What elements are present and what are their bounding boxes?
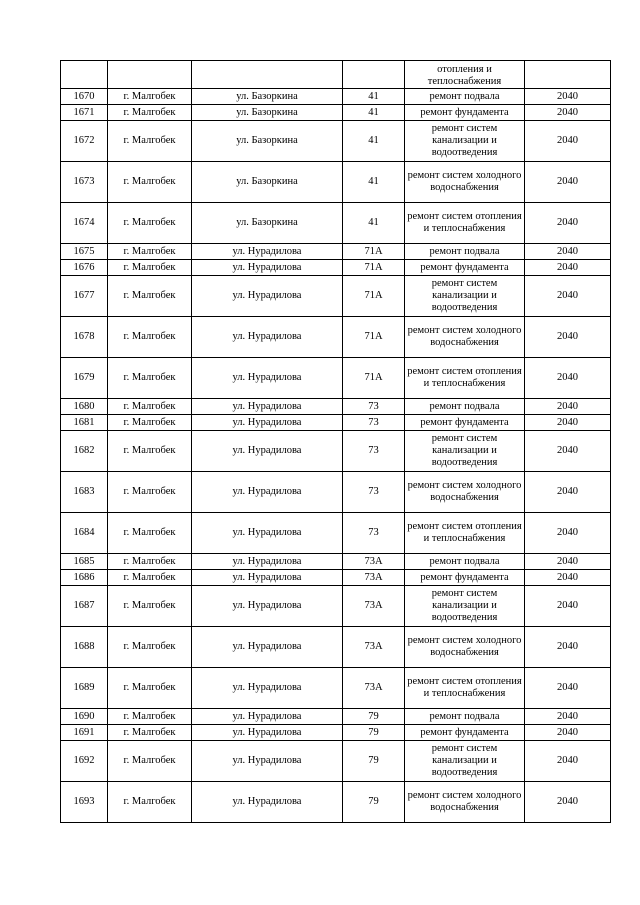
- cell-year: 2040: [525, 668, 611, 709]
- cell-service: ремонт систем холодного водоснабжения: [405, 782, 525, 823]
- cell-house: 73: [343, 415, 405, 431]
- cell-city: г. Малгобек: [108, 203, 192, 244]
- cell-street: ул. Нурадилова: [192, 260, 343, 276]
- cell-house: 71А: [343, 260, 405, 276]
- cell-city: г. Малгобек: [108, 570, 192, 586]
- cell-city: г. Малгобек: [108, 513, 192, 554]
- cell-service: ремонт фундамента: [405, 570, 525, 586]
- cell-year: 2040: [525, 725, 611, 741]
- cell-street: ул. Нурадилова: [192, 415, 343, 431]
- cell-num: 1687: [61, 586, 108, 627]
- cell-house: 73А: [343, 586, 405, 627]
- cell-house: 41: [343, 105, 405, 121]
- table-row: [61, 725, 611, 741]
- table-row: [61, 162, 611, 203]
- cell-street: ул. Нурадилова: [192, 276, 343, 317]
- cell-house: [343, 61, 405, 89]
- cell-num: 1688: [61, 627, 108, 668]
- cell-service: ремонт систем канализации и водоотведения: [405, 276, 525, 317]
- cell-num: 1690: [61, 709, 108, 725]
- cell-year: 2040: [525, 431, 611, 472]
- cell-num: 1673: [61, 162, 108, 203]
- cell-service: ремонт систем холодного водоснабжения: [405, 472, 525, 513]
- cell-street: ул. Нурадилова: [192, 725, 343, 741]
- cell-street: ул. Нурадилова: [192, 741, 343, 782]
- table-row-continuation: [61, 61, 611, 89]
- cell-city: г. Малгобек: [108, 554, 192, 570]
- cell-num: 1676: [61, 260, 108, 276]
- cell-street: ул. Нурадилова: [192, 358, 343, 399]
- cell-house: 73А: [343, 668, 405, 709]
- table-row: [61, 554, 611, 570]
- table-row: [61, 105, 611, 121]
- cell-city: г. Малгобек: [108, 415, 192, 431]
- cell-street: [192, 61, 343, 89]
- cell-city: г. Малгобек: [108, 105, 192, 121]
- cell-house: 41: [343, 121, 405, 162]
- table-row: [61, 570, 611, 586]
- table-row: [61, 586, 611, 627]
- cell-house: 71А: [343, 317, 405, 358]
- cell-year: 2040: [525, 415, 611, 431]
- cell-service: ремонт фундамента: [405, 725, 525, 741]
- table-row: [61, 89, 611, 105]
- cell-year: 2040: [525, 276, 611, 317]
- cell-city: г. Малгобек: [108, 276, 192, 317]
- cell-num: 1685: [61, 554, 108, 570]
- cell-year: 2040: [525, 105, 611, 121]
- cell-city: г. Малгобек: [108, 627, 192, 668]
- cell-house: 79: [343, 725, 405, 741]
- cell-city: г. Малгобек: [108, 782, 192, 823]
- table-row: [61, 276, 611, 317]
- cell-num: 1677: [61, 276, 108, 317]
- table-body: [61, 61, 611, 823]
- cell-service: ремонт систем отопления и теплоснабжения: [405, 513, 525, 554]
- cell-house: 71А: [343, 244, 405, 260]
- cell-service: ремонт систем канализации и водоотведения: [405, 121, 525, 162]
- cell-service: ремонт подвала: [405, 554, 525, 570]
- table-row: [61, 260, 611, 276]
- cell-year: 2040: [525, 472, 611, 513]
- cell-city: г. Малгобек: [108, 741, 192, 782]
- cell-city: г. Малгобек: [108, 399, 192, 415]
- cell-service: ремонт подвала: [405, 399, 525, 415]
- cell-service: ремонт фундамента: [405, 415, 525, 431]
- cell-city: г. Малгобек: [108, 121, 192, 162]
- cell-street: ул. Нурадилова: [192, 554, 343, 570]
- cell-service: ремонт фундамента: [405, 105, 525, 121]
- cell-service: ремонт систем холодного водоснабжения: [405, 627, 525, 668]
- cell-num: 1679: [61, 358, 108, 399]
- cell-house: 73А: [343, 570, 405, 586]
- cell-num: 1681: [61, 415, 108, 431]
- cell-num: 1683: [61, 472, 108, 513]
- cell-service: ремонт фундамента: [405, 260, 525, 276]
- cell-house: 73: [343, 513, 405, 554]
- cell-num: 1684: [61, 513, 108, 554]
- cell-house: 41: [343, 89, 405, 105]
- cell-num: 1686: [61, 570, 108, 586]
- cell-house: 79: [343, 709, 405, 725]
- cell-service: отопления и теплоснабжения: [405, 61, 525, 89]
- cell-service: ремонт систем отопления и теплоснабжения: [405, 203, 525, 244]
- cell-year: 2040: [525, 203, 611, 244]
- cell-num: 1693: [61, 782, 108, 823]
- cell-num: 1671: [61, 105, 108, 121]
- cell-num: 1680: [61, 399, 108, 415]
- cell-city: г. Малгобек: [108, 586, 192, 627]
- cell-house: 41: [343, 203, 405, 244]
- cell-year: 2040: [525, 162, 611, 203]
- table-row: [61, 415, 611, 431]
- cell-house: 41: [343, 162, 405, 203]
- cell-street: ул. Нурадилова: [192, 586, 343, 627]
- cell-house: 73А: [343, 627, 405, 668]
- cell-service: ремонт систем холодного водоснабжения: [405, 162, 525, 203]
- table-row: [61, 627, 611, 668]
- table-row: [61, 317, 611, 358]
- cell-house: 71А: [343, 358, 405, 399]
- cell-street: ул. Нурадилова: [192, 317, 343, 358]
- cell-street: ул. Нурадилова: [192, 513, 343, 554]
- cell-year: 2040: [525, 317, 611, 358]
- repair-schedule-table: [60, 60, 611, 823]
- cell-city: г. Малгобек: [108, 472, 192, 513]
- table-row: [61, 513, 611, 554]
- cell-city: г. Малгобек: [108, 431, 192, 472]
- cell-city: г. Малгобек: [108, 709, 192, 725]
- cell-city: г. Малгобек: [108, 244, 192, 260]
- cell-house: 73: [343, 399, 405, 415]
- table-row: [61, 431, 611, 472]
- cell-service: ремонт систем канализации и водоотведения: [405, 741, 525, 782]
- cell-house: 73: [343, 472, 405, 513]
- cell-year: 2040: [525, 513, 611, 554]
- cell-street: ул. Нурадилова: [192, 782, 343, 823]
- cell-num: 1692: [61, 741, 108, 782]
- cell-year: 2040: [525, 586, 611, 627]
- cell-year: 2040: [525, 260, 611, 276]
- cell-num: 1672: [61, 121, 108, 162]
- cell-year: 2040: [525, 399, 611, 415]
- table-row: [61, 121, 611, 162]
- cell-street: ул. Базоркина: [192, 89, 343, 105]
- cell-house: 71А: [343, 276, 405, 317]
- cell-service: ремонт систем отопления и теплоснабжения: [405, 358, 525, 399]
- cell-service: ремонт подвала: [405, 244, 525, 260]
- cell-street: ул. Базоркина: [192, 162, 343, 203]
- cell-num: 1674: [61, 203, 108, 244]
- cell-city: г. Малгобек: [108, 89, 192, 105]
- cell-street: ул. Нурадилова: [192, 709, 343, 725]
- cell-house: 73: [343, 431, 405, 472]
- cell-year: 2040: [525, 89, 611, 105]
- cell-street: ул. Нурадилова: [192, 627, 343, 668]
- table-row: [61, 668, 611, 709]
- cell-city: г. Малгобек: [108, 162, 192, 203]
- cell-city: г. Малгобек: [108, 725, 192, 741]
- cell-year: 2040: [525, 782, 611, 823]
- cell-num: 1682: [61, 431, 108, 472]
- cell-house: 79: [343, 741, 405, 782]
- cell-year: 2040: [525, 709, 611, 725]
- cell-num: [61, 61, 108, 89]
- cell-street: ул. Базоркина: [192, 105, 343, 121]
- cell-city: г. Малгобек: [108, 317, 192, 358]
- cell-year: 2040: [525, 121, 611, 162]
- cell-street: ул. Базоркина: [192, 203, 343, 244]
- cell-service: ремонт систем холодного водоснабжения: [405, 317, 525, 358]
- cell-year: 2040: [525, 358, 611, 399]
- table-row: [61, 399, 611, 415]
- cell-city: [108, 61, 192, 89]
- cell-service: ремонт подвала: [405, 709, 525, 725]
- cell-city: г. Малгобек: [108, 668, 192, 709]
- cell-city: г. Малгобек: [108, 358, 192, 399]
- cell-service: ремонт систем отопления и теплоснабжения: [405, 668, 525, 709]
- cell-service: ремонт систем канализации и водоотведения: [405, 586, 525, 627]
- table-row: [61, 741, 611, 782]
- cell-street: ул. Нурадилова: [192, 399, 343, 415]
- table-row: [61, 244, 611, 260]
- cell-num: 1678: [61, 317, 108, 358]
- cell-city: г. Малгобек: [108, 260, 192, 276]
- cell-street: ул. Базоркина: [192, 121, 343, 162]
- cell-street: ул. Нурадилова: [192, 472, 343, 513]
- cell-year: 2040: [525, 627, 611, 668]
- cell-year: 2040: [525, 244, 611, 260]
- cell-house: 79: [343, 782, 405, 823]
- cell-year: 2040: [525, 570, 611, 586]
- cell-street: ул. Нурадилова: [192, 244, 343, 260]
- table-row: [61, 709, 611, 725]
- cell-street: ул. Нурадилова: [192, 668, 343, 709]
- cell-year: [525, 61, 611, 89]
- cell-service: ремонт систем канализации и водоотведения: [405, 431, 525, 472]
- cell-service: ремонт подвала: [405, 89, 525, 105]
- cell-year: 2040: [525, 554, 611, 570]
- cell-year: 2040: [525, 741, 611, 782]
- cell-num: 1675: [61, 244, 108, 260]
- cell-street: ул. Нурадилова: [192, 570, 343, 586]
- cell-house: 73А: [343, 554, 405, 570]
- cell-num: 1691: [61, 725, 108, 741]
- cell-num: 1689: [61, 668, 108, 709]
- table-row: [61, 358, 611, 399]
- cell-num: 1670: [61, 89, 108, 105]
- table-row: [61, 782, 611, 823]
- cell-street: ул. Нурадилова: [192, 431, 343, 472]
- table-row: [61, 472, 611, 513]
- table-row: [61, 203, 611, 244]
